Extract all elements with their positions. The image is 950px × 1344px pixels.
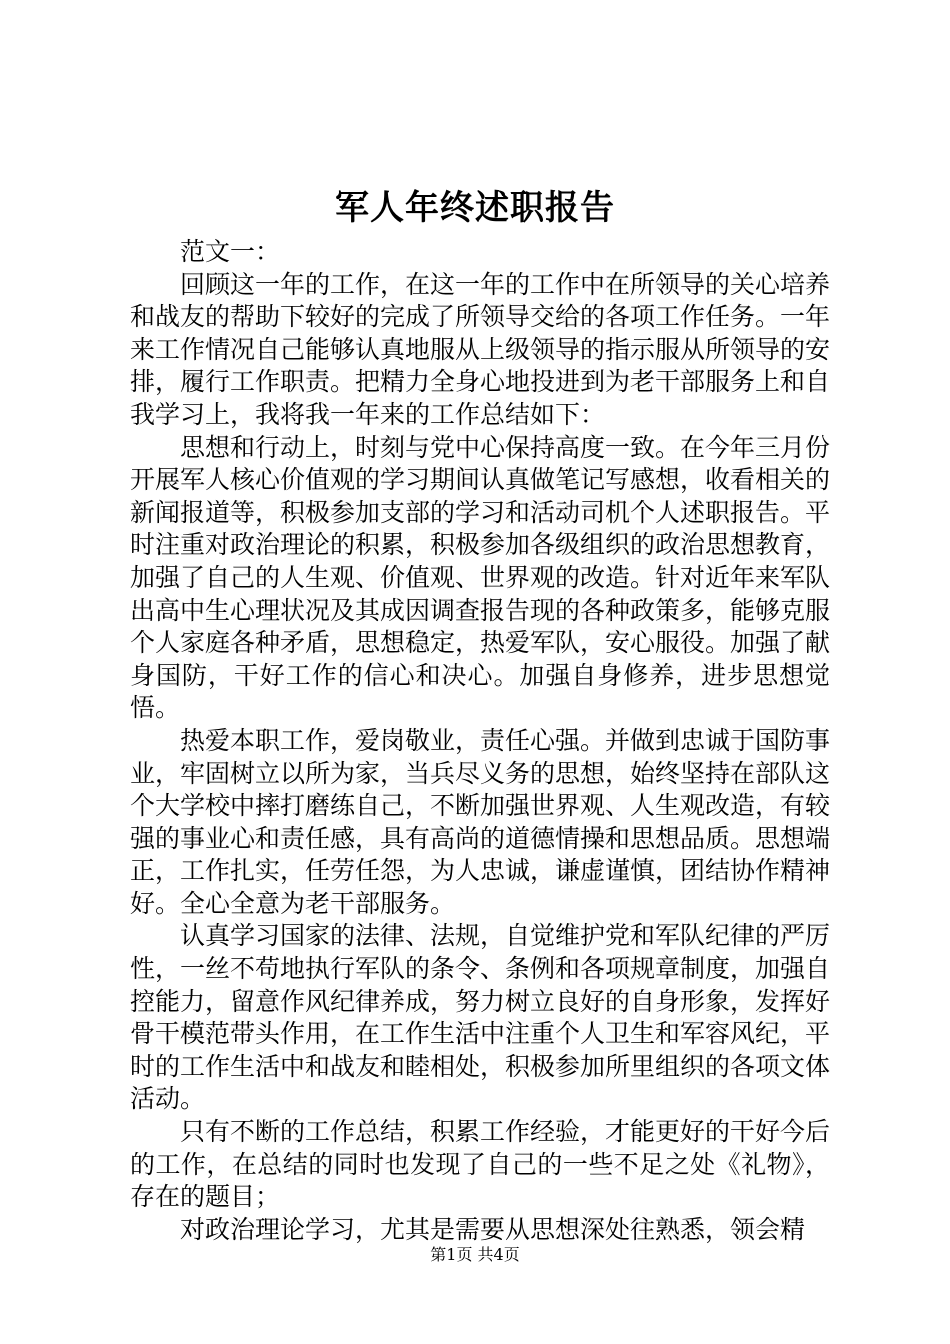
document-body — [130, 236, 830, 1246]
body-paragraph: 认真学习国家的法律、法规，自觉维护党和军队纪律的严厉性，一丝不苟地执行军队的条令、条例和各项规章制度，加强自控能力，留意作风纪律养成，努力树立良好的自身形象，发挥好骨干模范带头作用，在工作生活中注重个人卫生和军容风纪，平时的工作生活中和战友和睦相处，积极参加所里组织的各项文体活动。 — [130, 921, 831, 1114]
page-footer: 第1页 共4页 — [430, 1245, 520, 1264]
body-paragraph: 思想和行动上，时刻与党中心保持高度一致。在今年三月份开展军人核心价值观的学习期间认真做笔记写感想，收看相关的新闻报道等，积极参加支部的学习和活动司机个人述职报告。平时注重对政治理论的积累，积极参加各级组织的政治思想教育，加强了自己的人生观、价值观、世界观的改造。针对近年来军队出高中生心理状况及其成因调查报告现的各种政策多，能够克服个人家庭各种矛盾，思想稳定，热爱军队，安心服役。加强了献身国防，干好工作的信心和决心。加强自身修养，进步思想觉悟。 — [130, 432, 831, 723]
body-paragraph: 热爱本职工作，爱岗敬业，责任心强。并做到忠诚于国防事业，牢固树立以所为家，当兵尽义务的思想，始终坚持在部队这个大学校中摔打磨练自己，不断加强世界观、人生观改造，有较强的事业心和责任感，具有高尚的道德情操和思想品质。思想端正，工作扎实，任劳任怨，为人忠诚，谦虚谨慎，团结协作精神好。全心全意为老干部服务。 — [130, 725, 831, 918]
body-paragraph: 只有不断的工作总结，积累工作经验，才能更好的干好今后的工作，在总结的同时也发现了自己的一些不足之处《礼物》，存在的题目； — [130, 1117, 831, 1212]
body-paragraph: 回顾这一年的工作，在这一年的工作中在所领导的关心培养和战友的帮助下较好的完成了所领导交给的各项工作任务。一年来工作情况自己能够认真地服从上级领导的指示服从所领导的安排，履行工作职责。把精力全身心地投进到为老干部服务上和自我学习上，我将我一年来的工作总结如下： — [130, 269, 831, 429]
body-paragraph: 范文一： — [180, 237, 281, 266]
document-title: 军人年终述职报告 — [335, 188, 615, 228]
body-paragraph: 对政治理论学习，尤其是需要从思想深处往熟悉，领会精 — [180, 1214, 806, 1244]
